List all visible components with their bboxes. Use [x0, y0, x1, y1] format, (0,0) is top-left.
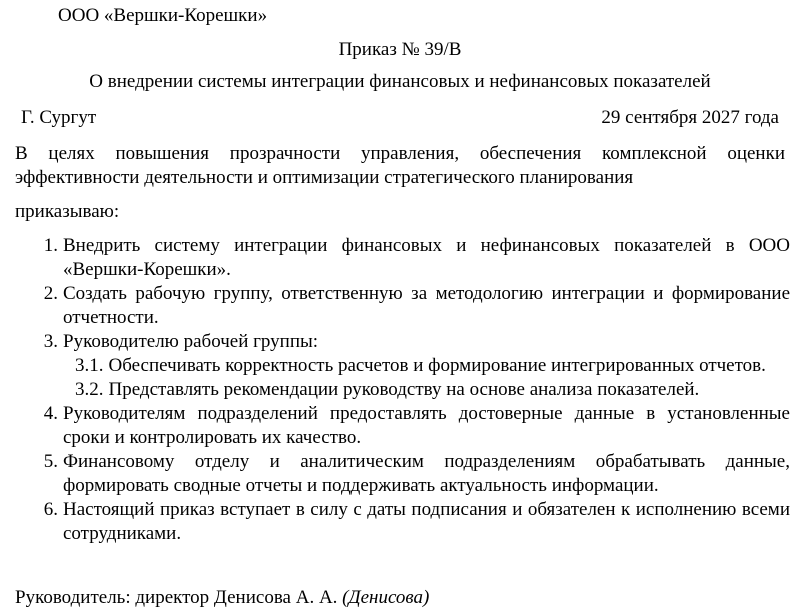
organization-name: ООО «Вершки-Корешки»	[58, 5, 268, 26]
item-number: 5.	[43, 451, 58, 472]
item-text: Руководителю рабочей группы:	[63, 331, 319, 352]
item-number: 4.	[43, 403, 58, 424]
list-item	[0, 402, 800, 450]
order-title: Приказ № 39/В	[338, 39, 462, 60]
order-subject: О внедрении системы интеграции финансовых и нефинансовых показателей	[89, 71, 711, 92]
item-text: Обеспечивать корректность расчетов и формирование интегрированных отчетов.	[108, 355, 766, 376]
item-text: Настоящий приказ вступает в силу с даты подписания и обязателен к исполнению всеми сотрудниками.	[63, 499, 790, 544]
list-item	[0, 282, 800, 330]
order-city: Г. Сургут	[21, 107, 97, 128]
signature-label: Руководитель: директор Денисова А. А.	[15, 587, 338, 608]
item-text: Финансовому отделу и аналитическим подразделениям обрабатывать данные, формировать сводные отчеты и поддерживать актуальность информации.	[63, 451, 790, 496]
item-number: 3.	[43, 331, 58, 352]
preamble-paragraph: В целях повышения прозрачности управления, обеспечения комплексной оценки эффективности деятельности и оптимизации стратегического планирования	[15, 143, 785, 188]
signature-handwritten: (Денисова)	[342, 587, 430, 608]
item-text: Внедрить систему интеграции финансовых и нефинансовых показателей в ООО «Вершки-Корешки».	[63, 235, 790, 280]
list-item	[0, 354, 800, 378]
item-text: Создать рабочую группу, ответственную за методологию интеграции и формирование отчетности.	[63, 283, 790, 328]
order-date: 29 сентября 2027 года	[601, 107, 779, 128]
item-number: 3.2.	[75, 379, 104, 400]
item-number: 1.	[43, 235, 58, 256]
list-item	[0, 450, 800, 498]
list-item	[0, 378, 800, 402]
list-item	[0, 330, 800, 354]
order-items-list	[0, 234, 800, 546]
item-text: Представлять рекомендации руководству на основе анализа показателей.	[108, 379, 700, 400]
item-number: 2.	[43, 283, 58, 304]
item-number: 3.1.	[75, 355, 104, 376]
signature-line	[15, 586, 429, 610]
list-item	[0, 234, 800, 282]
item-text: Руководителям подразделений предоставлять достоверные данные в установленные сроки и контролировать их качество.	[63, 403, 790, 448]
item-number: 6.	[43, 499, 58, 520]
list-item	[0, 498, 800, 546]
order-word: приказываю:	[15, 201, 120, 222]
